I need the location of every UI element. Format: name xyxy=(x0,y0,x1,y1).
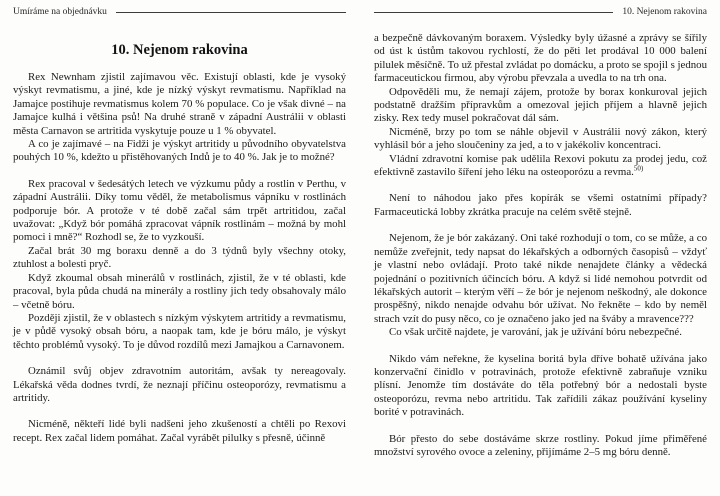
page-right xyxy=(360,0,720,496)
paragraph-left-7: Oznámil svůj objev zdravotním autoritám, avšak ty nereagovaly. Lékařská věda dodnes tvrdí, že neznají příčinu osteoporózy, revmatismu a artritidy. xyxy=(13,365,346,404)
paragraph-right-4-text: Vládní zdravotní komise pak udělila Rexovi pokutu za prodej jedu, což efektivně zastavilo šíření jeho léku na osteoporózu a revma. xyxy=(374,152,707,179)
paragraph-left-8: Nicméně, někteří lidé byli nadšeni jeho zkušeností a chtěli po Rexovi recept. Rex začal lidem pomáhat. Začal vyrábět pilulky s přesně, účinně xyxy=(13,418,346,444)
chapter-heading: 10. Nejenom rakovina xyxy=(111,42,248,58)
paragraph-right-5: Není to náhodou jako přes kopírák se všemi ostatními případy? Farmaceutická lobby zkrátka pracuje na celém světě stejně. xyxy=(374,192,707,218)
paragraph-left-5: Když zkoumal obsah minerálů v rostlinách, zjistil, že v té oblasti, kde pracoval, byla půda chudá na minerály a rostliny jich tedy obsahovaly málo – včetně bóru. xyxy=(13,271,346,311)
paragraph-right-1: a bezpečně dávkovaným boraxem. Výsledky byly úžasné a zprávy se šířily od úst k ústům takovou rychlostí, že do pěti let prodával 10 000 balení pilulek měsíčně. To už přestal zvládat po domácku, a proto se spojil s jednou farmaceutickou firmou, aby výrobu převzala a uvedla to na trh ona. xyxy=(374,32,708,85)
paragraph-right-3: Nicméně, brzy po tom se náhle objevil v Austrálii nový zákon, který vyhlásil bór a jeho sloučeniny za jed, a to v jakékoliv koncentraci. xyxy=(374,125,707,152)
paragraph-left-1: Rex Newnham zjistil zajímavou věc. Existují oblasti, kde je vysoký výskyt revmatismu, a jiné, kde je nízký výskyt revmatismu. Například na Jamajce postihuje revmatismus kolem 70 % populace. Co je však divné – na Jamajce kulhá i většina psů! Na druhé straně v západní Austrálii v oblasti města Carnavon se artritida vyskytuje pouze u 1 % obyvatel. xyxy=(13,71,346,137)
header-rule-right xyxy=(374,12,613,13)
running-header-right xyxy=(374,6,707,18)
paragraph-left-6: Později zjistil, že v oblastech s nízkým výskytem artritidy a revmatismu, je v půdě vysoký obsah bóru, a naopak tam, kde je bóru málo, je výskyt těchto problémů vysoký. To je důvod rozdílů mezi Jamajkou a Carnavonem. xyxy=(13,311,346,351)
header-rule-left xyxy=(116,12,346,13)
paragraph-left-4: Začal brát 30 mg boraxu denně a do 3 týdnů byly všechny otoky, ztuhlost a bolesti pryč. xyxy=(13,244,346,271)
paragraph-right-4 xyxy=(374,153,707,180)
footnote-ref: 50) xyxy=(633,164,644,173)
paragraph-left-3: Rex pracoval v šedesátých letech ve výzkumu půdy a rostlin v Perthu, v západní Austrálii. Díky tomu věděl, že metabolismus vápníku v rostlinách podporuje bór. A protože v té době začal sám trpět artritidou, začal uvažovat: „Když bór pomáhá zpracovat vápník rostlinám – možná by mohl pomoci i mně?“ Rozhodl se, že to vyzkouší. xyxy=(13,177,346,244)
running-header-right-title: 10. Nejenom rakovina xyxy=(622,7,707,17)
paragraph-right-9: Bór přesto do sebe dostáváme skrze rostliny. Pokud jíme přiměřené množství syrového ovoce a zeleniny, přijímáme 2–5 mg bóru denně. xyxy=(374,432,707,458)
paragraph-right-2: Odpověděli mu, že nemají zájem, protože by borax konkuroval jejich podstatně dražším přípravkům a omezoval jejich příjem a hlavně jejich zisky. Rex tedy musel pokračovat dál sám. xyxy=(374,85,707,125)
paragraph-left-2: A co je zajímavé – na Fidži je výskyt artritidy u původního obyvatelstva pouhých 10 %, kdežto u přistěhovaných Indů je to 40 %. Jak je to možné? xyxy=(13,138,346,164)
running-header-left-title: Umíráme na objednávku xyxy=(13,7,107,17)
paragraph-right-6: Nejenom, že je bór zakázaný. Oni také rozhodují o tom, co se může, a co nemůže zveřejnit, tedy napsat do lékařských a odborných časopisů – vždyť je vlastní nebo ovládají. Proto také nikde nenajdete články a vědecká pojednání o pozitivních účincích bóru. A když si lidé nemohou potvrdit od lékařských autorit – kterým věří – že bór je nejenom neškodný, ale dokonce prospěšný, nikdo nenajde odvahu bór užívat. No řekněte – kdo by neměl strach vzít do pusy něco, co je označeno jako jed na šváby a mravence??? xyxy=(374,232,707,325)
paragraph-right-7: Co však určitě najdete, je varování, jak je užívání bóru nebezpečné. xyxy=(389,326,682,339)
running-header-left xyxy=(13,6,346,18)
paragraph-right-8: Nikdo vám neřekne, že kyselina boritá byla dříve bohatě užívána jako konzervační činidlo v potravinách, protože efektivně zabraňuje vzniku plísní. Jenomže tím dostáváte do těla potřebný bór a nedostali byste osteoporózu, revma nebo artritidu. Tak zařídili zákaz používání kyseliny borité v potravinách. xyxy=(374,352,707,419)
